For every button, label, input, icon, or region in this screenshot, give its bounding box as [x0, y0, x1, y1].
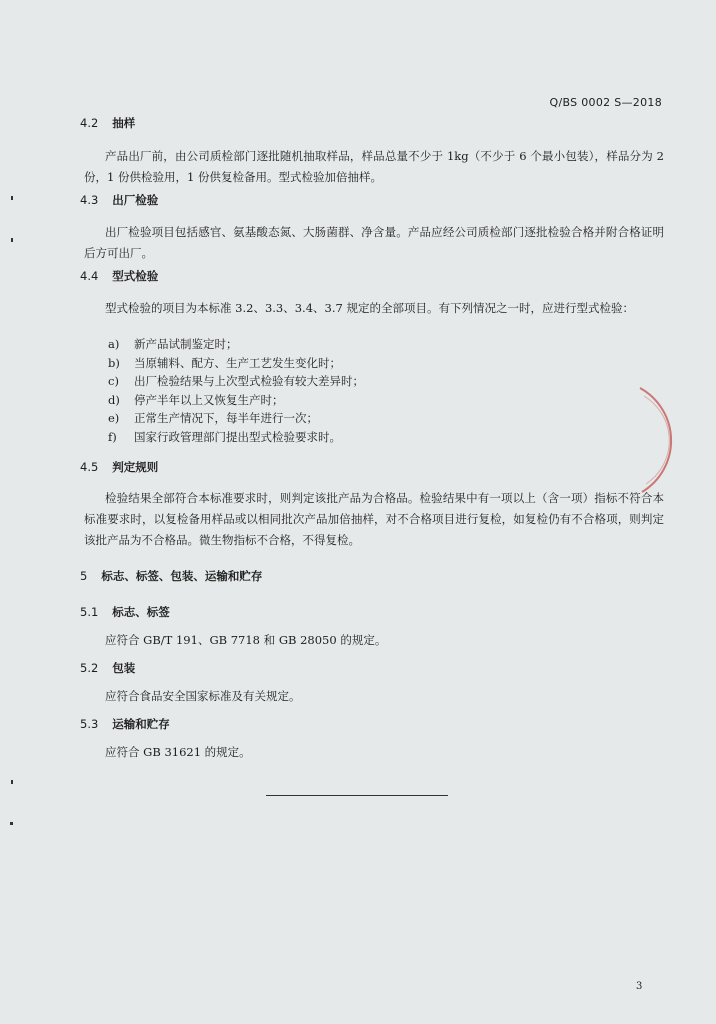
- list-item: e) 正常生产情况下，每半年进行一次；: [108, 411, 318, 425]
- section-title: 标志、标签: [112, 605, 170, 619]
- heading-4-4: [80, 268, 158, 284]
- page-number: 3: [636, 981, 643, 992]
- section-title: 判定规则: [112, 460, 159, 474]
- heading-4-5: [80, 459, 158, 475]
- section-number: 4.5: [80, 460, 99, 474]
- paragraph-4-3: 出厂检验项目包括感官、氨基酸态氮、大肠菌群、净含量。产品应经公司质检部门逐批检验合格并附合格证明后方可出厂。: [84, 225, 664, 260]
- criteria-list: [108, 335, 364, 446]
- section-title: 型式检验: [112, 269, 159, 283]
- paragraph-4-5: 检验结果全部符合本标准要求时，则判定该批产品为合格品。检验结果中有一项以上（含一项）指标不符合本标准要求时，以复检备用样品或以相同批次产品加倍抽样，对不合格项目进行复检，如复检仍有不合格项，则判定该批产品为不合格品。微生物指标不合格，不得复检。: [84, 491, 664, 547]
- section-number: 5.3: [80, 717, 99, 731]
- section-number: 5: [80, 569, 88, 583]
- section-title: 抽样: [112, 116, 136, 130]
- end-rule: [266, 795, 448, 796]
- section-number: 5.2: [80, 661, 99, 675]
- section-number: 4.4: [80, 269, 99, 283]
- heading-5-1: [80, 604, 170, 620]
- paragraph-5-2: 应符合食品安全国家标准及有关规定。: [105, 689, 301, 703]
- paragraph-4-2: 产品出厂前，由公司质检部门逐批随机抽取样品，样品总量不少于 1kg（不少于 6 个最小包装），样品分为 2 份，1 份供检验用，1 份供复检备用。型式检验加倍抽样。: [84, 149, 664, 184]
- paragraph-5-3: 应符合 GB 31621 的规定。: [105, 745, 251, 759]
- heading-5-3: [80, 716, 170, 732]
- paragraph-4-4: 型式检验的项目为本标准 3.2、3.3、3.4、3.7 规定的全部项目。有下列情况之一时，应进行型式检验：: [105, 301, 634, 315]
- heading-5: [80, 568, 262, 584]
- section-number: 5.1: [80, 605, 99, 619]
- heading-4-2: [80, 115, 135, 131]
- list-item: a) 新产品试制鉴定时；: [108, 337, 238, 351]
- section-number: 4.2: [80, 116, 99, 130]
- list-item: d) 停产半年以上又恢复生产时；: [108, 392, 284, 407]
- scan-marks: [10, 190, 18, 830]
- list-item: c) 出厂检验结果与上次型式检验有较大差异时；: [108, 374, 364, 388]
- section-title: 标志、标签、包装、运输和贮存: [101, 569, 263, 583]
- section-title: 出厂检验: [112, 193, 159, 207]
- document-code: Q/BS 0002 S—2018: [549, 96, 662, 109]
- heading-4-3: [80, 192, 158, 208]
- list-item: f) 国家行政管理部门提出型式检验要求时。: [108, 429, 341, 444]
- section-number: 4.3: [80, 193, 99, 207]
- red-seal-stamp: [620, 380, 680, 500]
- heading-5-2: [80, 660, 135, 676]
- list-item: b) 当原辅料、配方、生产工艺发生变化时；: [108, 355, 341, 370]
- paragraph-5-1: 应符合 GB/T 191、GB 7718 和 GB 28050 的规定。: [105, 633, 387, 647]
- section-title: 包装: [112, 661, 136, 675]
- section-title: 运输和贮存: [112, 717, 170, 731]
